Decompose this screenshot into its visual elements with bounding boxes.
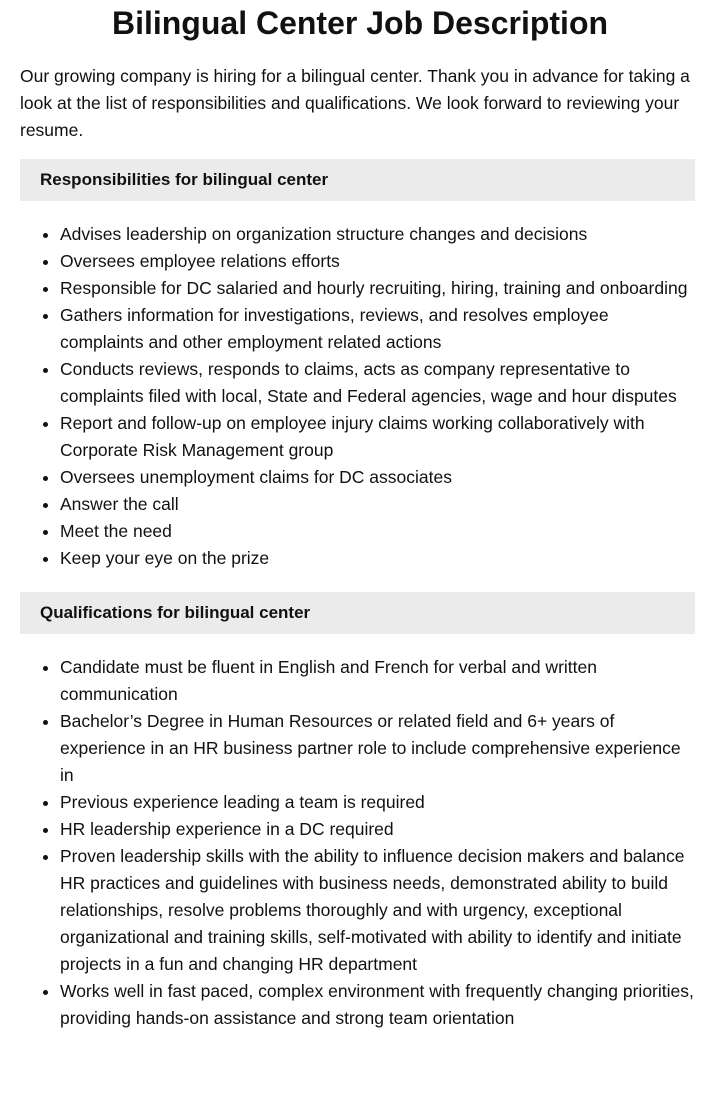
- list-item: • Oversees unemployment claims for DC associates: [60, 464, 695, 491]
- qualifications-heading: Qualifications for bilingual center: [20, 592, 695, 634]
- list-item: • Gathers information for investigations, reviews, and resolves employee complaints and other employment related actions: [60, 302, 695, 356]
- list-item: • Responsible for DC salaried and hourly recruiting, hiring, training and onboarding: [60, 275, 695, 302]
- responsibilities-heading: Responsibilities for bilingual center: [20, 159, 695, 201]
- list-item: • Proven leadership skills with the ability to influence decision makers and balance HR practices and guidelines with business needs, demonstrated ability to build relationships, resolve problems thoroughly and with urgency, exceptional organizational and training skills, self-motivated with ability to identify and initiate projects in a fun and changing HR department: [60, 843, 695, 978]
- list-item: • Previous experience leading a team is required: [60, 789, 695, 816]
- list-item: • Answer the call: [60, 491, 695, 518]
- qualifications-list: [20, 654, 695, 1032]
- list-item: • Keep your eye on the prize: [60, 545, 695, 572]
- intro-text: Our growing company is hiring for a bilingual center. Thank you in advance for taking a look at the list of responsibilities and qualifications. We look forward to reviewing your resume.: [20, 66, 690, 140]
- responsibilities-list: [20, 221, 695, 572]
- list-item: • Oversees employee relations efforts: [60, 248, 695, 275]
- list-item: • Conducts reviews, responds to claims, acts as company representative to complaints filed with local, State and Federal agencies, wage and hour disputes: [60, 356, 695, 410]
- list-item: • HR leadership experience in a DC required: [60, 816, 695, 843]
- list-item: • Report and follow-up on employee injury claims working collaboratively with Corporate Risk Management group: [60, 410, 695, 464]
- list-item: • Works well in fast paced, complex environment with frequently changing priorities, providing hands-on assistance and strong team orientation: [60, 978, 695, 1032]
- list-item: • Bachelor’s Degree in Human Resources or related field and 6+ years of experience in an HR business partner role to include comprehensive experience in: [60, 708, 695, 789]
- page-title: Bilingual Center Job Description: [111, 5, 609, 41]
- list-item: • Candidate must be fluent in English and French for verbal and written communication: [60, 654, 695, 708]
- list-item: • Meet the need: [60, 518, 695, 545]
- list-item: • Advises leadership on organization structure changes and decisions: [60, 221, 695, 248]
